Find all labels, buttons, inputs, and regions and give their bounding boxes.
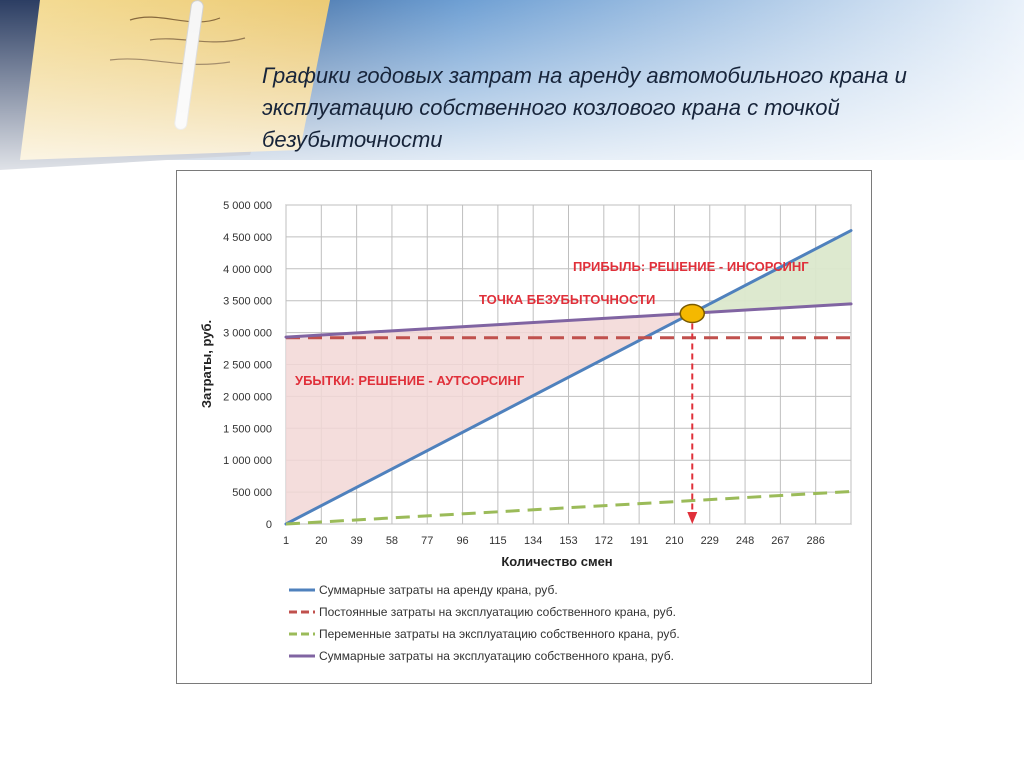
x-tick-label: 210 [665, 535, 684, 547]
chart-panel [176, 170, 872, 684]
x-tick-label: 286 [806, 535, 825, 547]
profit-annotation: ПРИБЫЛЬ: РЕШЕНИЕ - ИНСОРСИНГ [573, 259, 809, 274]
x-tick-label: 191 [629, 535, 649, 547]
y-tick-label: 4 000 000 [223, 263, 272, 276]
x-tick-label: 248 [735, 535, 755, 547]
breakeven-marker [680, 304, 704, 322]
y-tick-label: 3 000 000 [223, 327, 272, 340]
x-tick-label: 267 [771, 535, 790, 547]
x-tick-label: 77 [421, 535, 434, 547]
x-tick-label: 115 [489, 535, 507, 547]
legend-label: Суммарные затраты на аренду крана, руб. [319, 583, 558, 597]
x-tick-label: 20 [315, 535, 328, 547]
y-tick-label: 5 000 000 [223, 200, 272, 212]
legend-label: Суммарные затраты на эксплуатацию собственного крана, руб. [319, 649, 674, 663]
y-tick-label: 1 500 000 [223, 423, 272, 436]
x-axis-title: Количество смен [501, 554, 613, 569]
loss-annotation: УБЫТКИ: РЕШЕНИЕ - АУТСОРСИНГ [295, 373, 525, 388]
x-tick-label: 58 [385, 535, 399, 547]
y-tick-label: 2 500 000 [223, 359, 272, 372]
legend-label: Постоянные затраты на эксплуатацию собственного крана, руб. [319, 605, 676, 619]
slide-title: Графики годовых затрат на аренду автомобильного крана и эксплуатацию собственного козлового крана с точкой безубыточности [262, 63, 907, 152]
x-tick-label: 134 [524, 535, 543, 547]
y-tick-label: 3 500 000 [223, 295, 272, 308]
legend-label: Переменные затраты на эксплуатацию собственного крана, руб. [319, 627, 680, 641]
y-tick-label: 2 000 000 [223, 391, 272, 404]
y-axis-title: Затраты, руб. [199, 319, 214, 409]
breakeven-annotation: ТОЧКА БЕЗУБЫТОЧНОСТИ [479, 292, 656, 307]
x-tick-label: 153 [559, 535, 578, 547]
break-even-chart [177, 171, 871, 683]
y-tick-label: 0 [265, 519, 272, 531]
x-tick-label: 172 [594, 535, 613, 547]
x-tick-label: 229 [700, 535, 719, 547]
y-tick-label: 1 000 000 [223, 455, 272, 468]
y-tick-label: 500 000 [232, 487, 272, 500]
x-tick-label: 96 [456, 535, 469, 547]
y-tick-label: 4 500 000 [223, 231, 272, 244]
x-tick-label: 1 [282, 535, 290, 547]
x-tick-label: 39 [350, 535, 363, 547]
